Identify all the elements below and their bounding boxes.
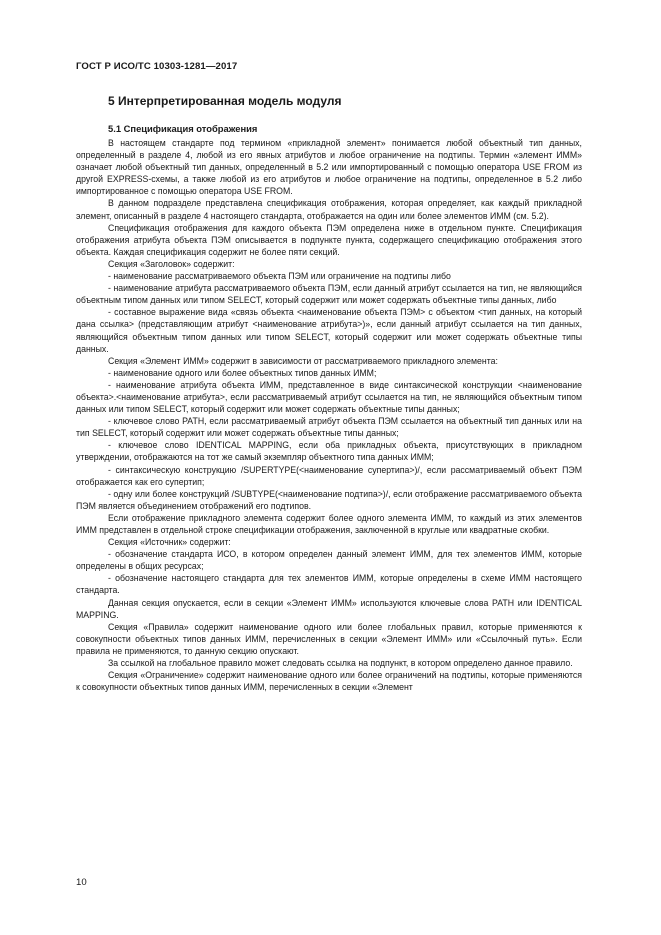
list-item: - ключевое слово IDENTICAL MAPPING, если оба прикладных объекта, присутствующих в прикладном утверждении, отображаются на тот же самый экземпляр объектного типа данных ИММ; <box>76 440 582 463</box>
list-item: - наименование атрибута рассматриваемого объекта ПЭМ, если данный атрибут ссылается на тип, не являющийся объектным типом данных или типом SELECT, который содержит или может содержать объектные типы данных, либо <box>76 283 582 306</box>
list-item: - одну или более конструкций /SUBTYPE(<наименование подтипа>)/, если отображение рассматриваемого объекта ПЭМ является объединением отображений его подтипов. <box>76 488 582 511</box>
paragraph: В данном подразделе представлена спецификация отображения, которая определяет, как каждый прикладной элемент, описанный в разделе 4 настоящего стандарта, отображается на один или более элементов ИММ (см. 5.2). <box>76 198 582 221</box>
paragraph: Секция «Заголовок» содержит: <box>108 258 235 269</box>
paragraph: Если отображение прикладного элемента содержит более одного элемента ИММ, то каждый из этих элементов ИММ представлен в отдельной строке спецификации отображения, заключенной в круглые или квадратные скобки. <box>76 512 582 535</box>
paragraph: Секция «Источник» содержит: <box>108 537 231 548</box>
list-item: - наименование одного или более объектных типов данных ИММ; <box>108 367 377 378</box>
list-item: - обозначение стандарта ИСО, в котором определен данный элемент ИММ, для тех элементов ИММ, которые определены в общих ресурсах; <box>76 549 582 572</box>
list-item: - обозначение настоящего стандарта для тех элементов ИММ, которые определены в схеме ИММ настоящего стандарта. <box>76 573 582 596</box>
subsection-title: 5.1 Спецификация отображения <box>108 123 258 134</box>
paragraph: Спецификация отображения для каждого объекта ПЭМ определена ниже в отдельном пункте. Спецификация отображения атрибута объекта ПЭМ описывается в подпункте пункта, содержащего спецификацию отображения этого объекта. Каждая спецификация содержит не более пяти секций. <box>76 222 582 257</box>
paragraph: Секция «Элемент ИММ» содержит в зависимости от рассматриваемого прикладного элемента: <box>108 355 498 366</box>
paragraph: Данная секция опускается, если в секции «Элемент ИММ» используются ключевые слова PATH или IDENTICAL MAPPING. <box>76 597 582 620</box>
paragraph: За ссылкой на глобальное правило может следовать ссылка на подпункт, в котором определено данное правило. <box>108 658 573 669</box>
paragraph: Секция «Ограничение» содержит наименование одного или более ограничений на подтипы, которые применяются к совокупности объектных типов данных ИММ, перечисленных в секции «Элемент <box>76 670 582 693</box>
page-number: 10 <box>76 877 87 888</box>
body-text <box>76 137 582 693</box>
list-item: - наименование атрибута объекта ИММ, представленное в виде синтаксической конструкции <наименование объекта>.<наименование атрибута>, если рассматриваемый атрибут ссылается на тип, не являющийся объектным типом данных или типом SELECT, который содержит или может содержать объектные типы данных; <box>76 379 582 415</box>
paragraph: Секция «Правила» содержит наименование одного или более глобальных правил, которые применяются к совокупности объектных типов данных ИММ, перечисленных в секции «Элемент ИММ» или «Ссылочный путь». Если правила не применяются, то данную секцию опускают. <box>76 621 582 656</box>
list-item: - ключевое слово PATH, если рассматриваемый атрибут объекта ПЭМ ссылается на объектный тип данных или на тип SELECT, который содержит или может содержать объектные типы данных; <box>76 416 582 439</box>
section-title: 5 Интерпретированная модель модуля <box>108 94 342 108</box>
document-header: ГОСТ Р ИСО/ТС 10303-1281—2017 <box>76 61 238 72</box>
list-item: - составное выражение вида «связь объекта <наименование объекта ПЭМ> с объектом <тип данных, на который дана ссылка> (представляющим атрибут <наименование атрибута>)», если данный атрибут ссылается на тип данных, являющийся объектным типом данных или типом SELECT, который содержит или может содержать объектные типы данных. <box>76 307 582 354</box>
list-item: - синтаксическую конструкцию /SUPERTYPE(<наименование супертипа>)/, если рассматриваемый объект ПЭМ отображается как его супертип; <box>76 464 582 487</box>
list-item: - наименование рассматриваемого объекта ПЭМ или ограничение на подтипы либо <box>108 271 451 282</box>
paragraph: В настоящем стандарте под термином «прикладной элемент» понимается любой объектный тип данных, определенный в разделе 4, любой из его явных атрибутов и любое ограничение на подтипы. Термин «элемент ИММ» означает любой объектный тип данных, определенный в 5.2 или импортированный с помощью оператора USE FROM из другой EXPRESS-схемы, а также любой из его атрибутов и любое ограничение на подтипы, определенное в 5.2 либо импортированное с помощью оператора USE FROM. <box>76 138 582 197</box>
